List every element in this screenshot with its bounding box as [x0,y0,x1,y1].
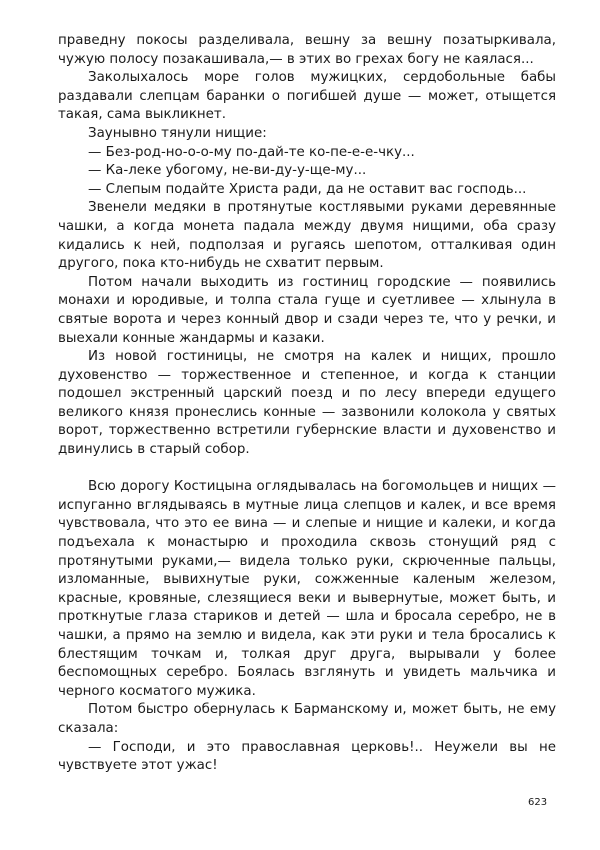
page-text [58,32,556,776]
paragraph: Заколыхалось море голов мужицких, сердобольные бабы раздавали слепцам баранки о погибшей душе — может, отыщется такая, сама выкликнет. [58,70,556,123]
paragraph: Потом начали выходить из гостиниц городские — появились монахи и юродивые, и толпа стала гуще и суетливее — хлынула в святые ворота и через конный двор и сзади через те, что у речки, и выехали конные жандармы и казаки. [58,274,556,346]
paragraph: Из новой гостиницы, не смотря на калек и нищих, прошло духовенство — торжественное и степенное, и когда к станции подошел экстренный царский поезд и по лесу впереди едущего великого князя пронеслись конные — зазвонили колокола у святых ворот, торжественно встретили губернские власти и духовенство и двинулись в старый собор. [58,349,556,458]
paragraph: Всю дорогу Костицына оглядывалась на богомольцев и нищих — испуганно вглядываясь в мутные лица слепцов и калек, и все время чувствовала, что это ее вина — и слепые и нищие и калеки, и когда подъехала к монастырю и проходила сквозь стонущий ряд с протянутыми руками,— видела только руки, скрюченные пальцы, изломанные, вывихнутые руки, сожженные каленым железом, красные, кровяные, слезящиеся веки и вывернутые, может быть, и проткнутые глаза стариков и детей — шла и бросала серебро, не в чашки, а прямо на землю и видела, как эти руки и тела бросались к блестящим точкам и, толкая друг друга, вырывали у более беспомощных серебро. Боялась взглянуть и увидеть мальчика и черного косматого мужика. [58,479,556,699]
paragraph: Заунывно тянули нищие: [88,125,267,141]
dialogue-line: — Слепым подайте Христа ради, да не оставит вас господь... [88,181,527,197]
page-number: 623 [528,797,548,808]
dialogue-line: — Господи, и это православная церковь!.. Неужели вы не чувствуете этот ужас! [58,739,556,774]
paragraph: Звенели медяки в протянутые костлявыми руками деревянные чашки, а когда монета падала между двумя нищими, оба сразу кидались к ней, подползая и ругаясь шепотом, отталкивая один другого, пока кто-нибудь не схватит первым. [58,200,556,272]
paragraph: праведну покосы разделивала, вешну за вешну позатыркивала, чужую полосу позакашивала,— в этих во грехах богу не каялася... [58,33,556,67]
dialogue-line: — Без-род-но-о-о-му по-дай-те ко-пе-е-е-чку... [88,144,415,160]
dialogue-line: — Ка-леке убогому, не-ви-ду-у-ще-му... [88,163,367,179]
paragraph: Потом быстро обернулась к Барманскому и, может быть, не ему сказала: [58,702,556,736]
